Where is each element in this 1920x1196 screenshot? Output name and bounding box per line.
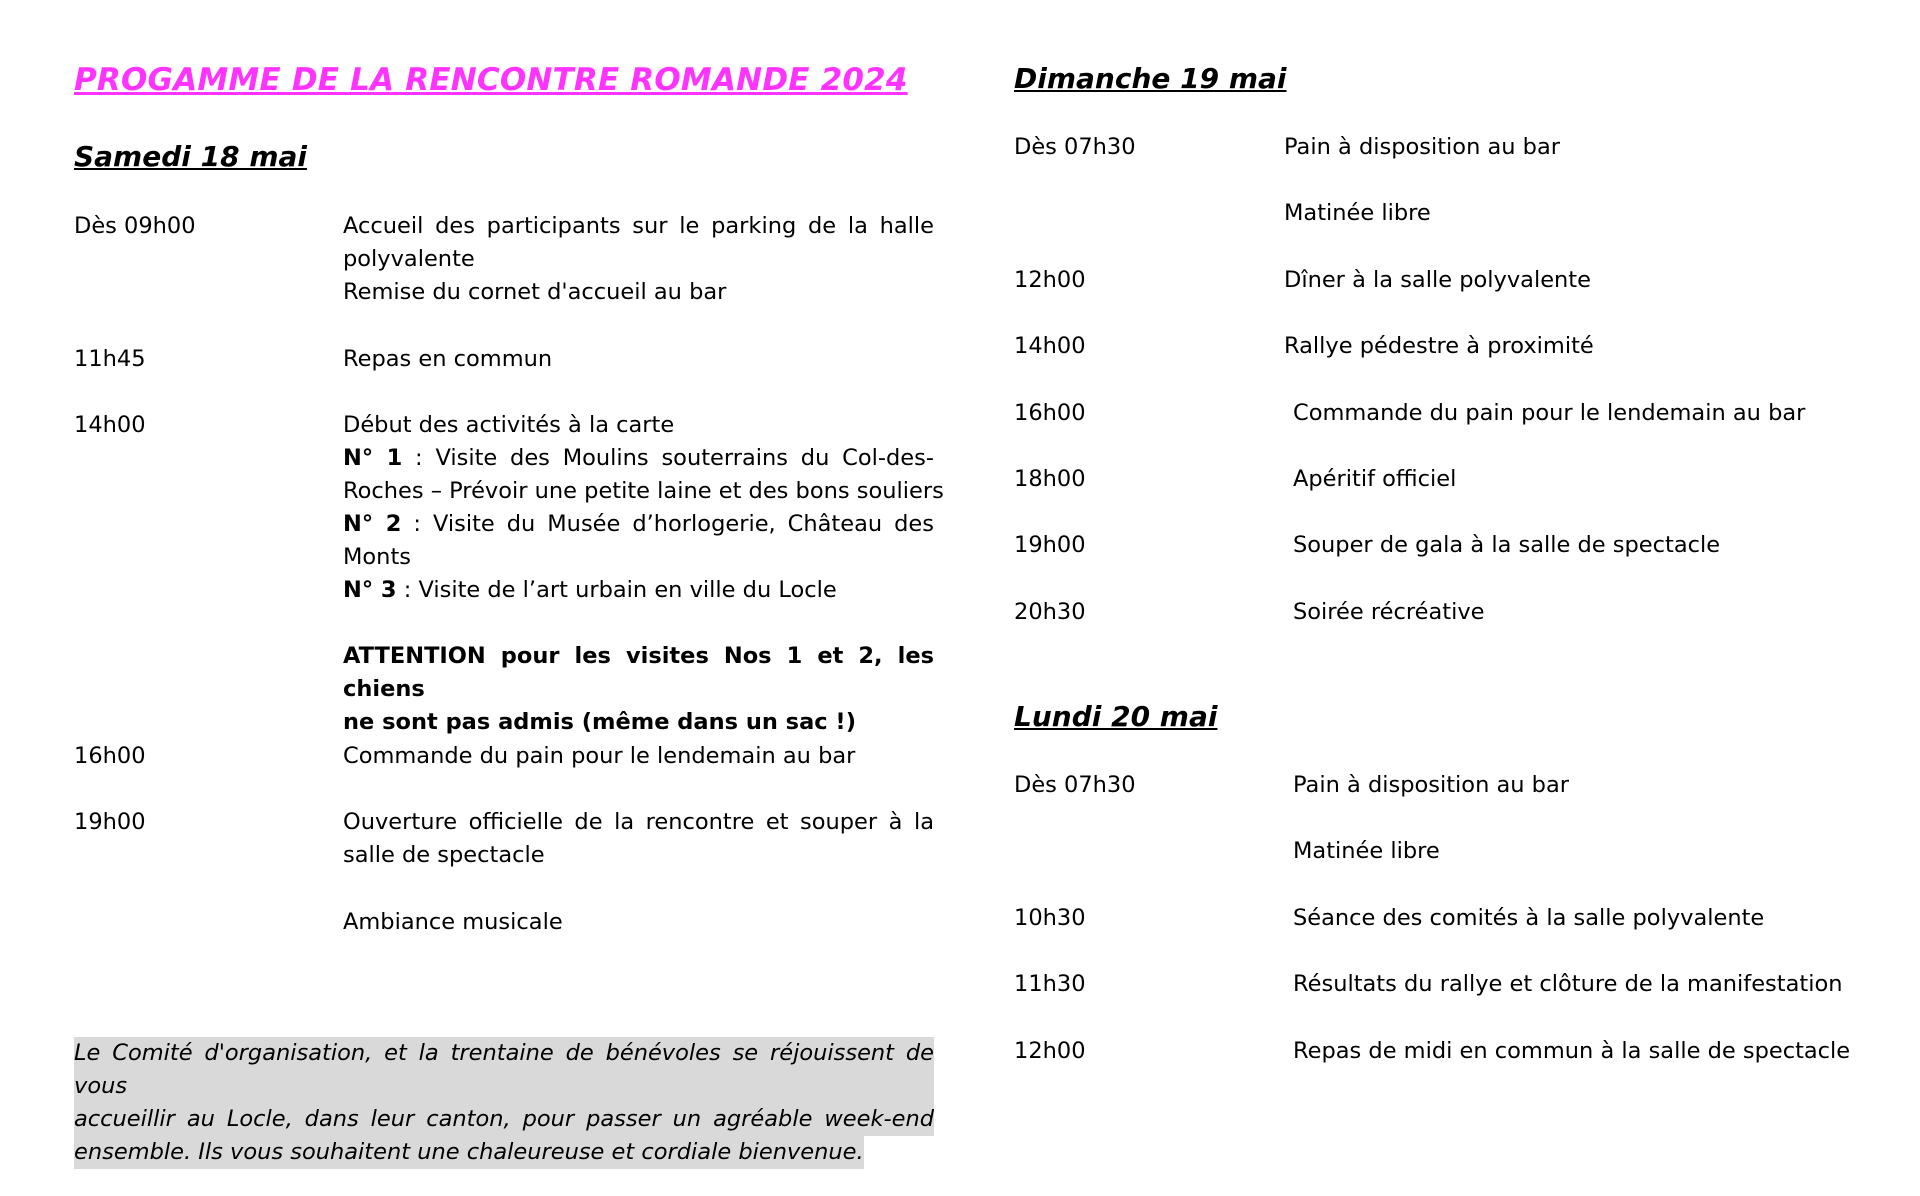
activity-line — [343, 574, 934, 607]
description-line: Ouverture officielle de la rencontre et souper à la — [343, 809, 934, 835]
schedule-time: 12h00 — [1014, 267, 1086, 293]
schedule-time: 14h00 — [1014, 333, 1086, 359]
schedule-time: 16h00 — [1014, 400, 1086, 426]
schedule-description: Résultats du rallye et clôture de la manifestation — [1293, 971, 1843, 997]
schedule-time: 10h30 — [1014, 905, 1086, 931]
description-line: Remise du cornet d'accueil au bar — [343, 279, 727, 305]
activity-number: N° 3 — [343, 577, 397, 603]
description-line: salle de spectacle — [343, 842, 545, 868]
schedule-time: 12h00 — [1014, 1038, 1086, 1064]
welcome-note — [74, 1037, 934, 1169]
monday-heading: Lundi 20 mai — [1014, 700, 1218, 733]
warning-text — [343, 640, 934, 739]
activity-text: : Visite du Musée d’horlogerie, Château des — [401, 511, 934, 537]
description-line: Repas en commun — [343, 346, 553, 372]
schedule-description: Souper de gala à la salle de spectacle — [1293, 532, 1721, 558]
schedule-description: Dîner à la salle polyvalente — [1284, 267, 1591, 293]
activity-line: Roches – Prévoir une petite laine et des bons souliers — [343, 478, 944, 504]
note-line: ensemble. Ils vous souhaitent une chaleureuse et cordiale bienvenue. — [74, 1136, 864, 1169]
note-line: accueillir au Locle, dans leur canton, pour passer un agréable week-end — [74, 1103, 934, 1136]
schedule-description: Commande du pain pour le lendemain au bar — [1293, 400, 1806, 426]
schedule-time: 20h30 — [1014, 599, 1086, 625]
schedule-description — [343, 906, 934, 939]
schedule-description: Rallye pédestre à proximité — [1284, 333, 1594, 359]
schedule-description: Matinée libre — [1284, 200, 1431, 226]
saturday-heading: Samedi 18 mai — [74, 140, 307, 173]
schedule-description: Soirée récréative — [1293, 599, 1485, 625]
description-line: Commande du pain pour le lendemain au bar — [343, 743, 856, 769]
note-line: Le Comité d'organisation, et la trentaine de bénévoles se réjouissent de vous — [74, 1037, 934, 1103]
description-line: Accueil des participants sur le parking de la halle — [343, 213, 934, 239]
activity-line — [343, 508, 934, 541]
schedule-description: Pain à disposition au bar — [1293, 772, 1569, 798]
schedule-description: Matinée libre — [1293, 838, 1440, 864]
schedule-description — [343, 806, 934, 872]
activity-text: : Visite des Moulins souterrains du Col-des- — [402, 445, 934, 471]
schedule-time: 11h45 — [74, 346, 146, 372]
schedule-time: 11h30 — [1014, 971, 1086, 997]
schedule-description: Repas de midi en commun à la salle de spectacle — [1293, 1038, 1851, 1064]
schedule-time: 16h00 — [74, 743, 146, 769]
schedule-time: 19h00 — [1014, 532, 1086, 558]
schedule-time: 19h00 — [74, 809, 146, 835]
description-line: Ambiance musicale — [343, 909, 563, 935]
activity-number: N° 2 — [343, 511, 402, 537]
warning-line: ne sont pas admis (même dans un sac !) — [343, 709, 856, 735]
schedule-time: 14h00 — [74, 412, 146, 438]
schedule-description — [343, 343, 934, 376]
warning-line: ATTENTION pour les visites Nos 1 et 2, les chiens — [343, 643, 934, 702]
schedule-description: Pain à disposition au bar — [1284, 134, 1560, 160]
schedule-description — [343, 409, 944, 607]
activity-line — [343, 442, 934, 475]
activity-number: N° 1 — [343, 445, 403, 471]
sunday-heading: Dimanche 19 mai — [1014, 62, 1287, 95]
description-line: polyvalente — [343, 246, 475, 272]
schedule-time: Dès 07h30 — [1014, 772, 1136, 798]
page-title: PROGAMME DE LA RENCONTRE ROMANDE 2024 — [74, 62, 908, 98]
description-line: Début des activités à la carte — [343, 412, 675, 438]
schedule-description — [343, 210, 934, 309]
schedule-time: 18h00 — [1014, 466, 1086, 492]
schedule-description: Apéritif officiel — [1293, 466, 1457, 492]
activity-line: Monts — [343, 544, 411, 570]
schedule-description — [343, 740, 934, 773]
activity-text: : Visite de l’art urbain en ville du Locle — [396, 577, 837, 603]
schedule-time: Dès 07h30 — [1014, 134, 1136, 160]
schedule-time: Dès 09h00 — [74, 213, 196, 239]
schedule-description: Séance des comités à la salle polyvalente — [1293, 905, 1765, 931]
